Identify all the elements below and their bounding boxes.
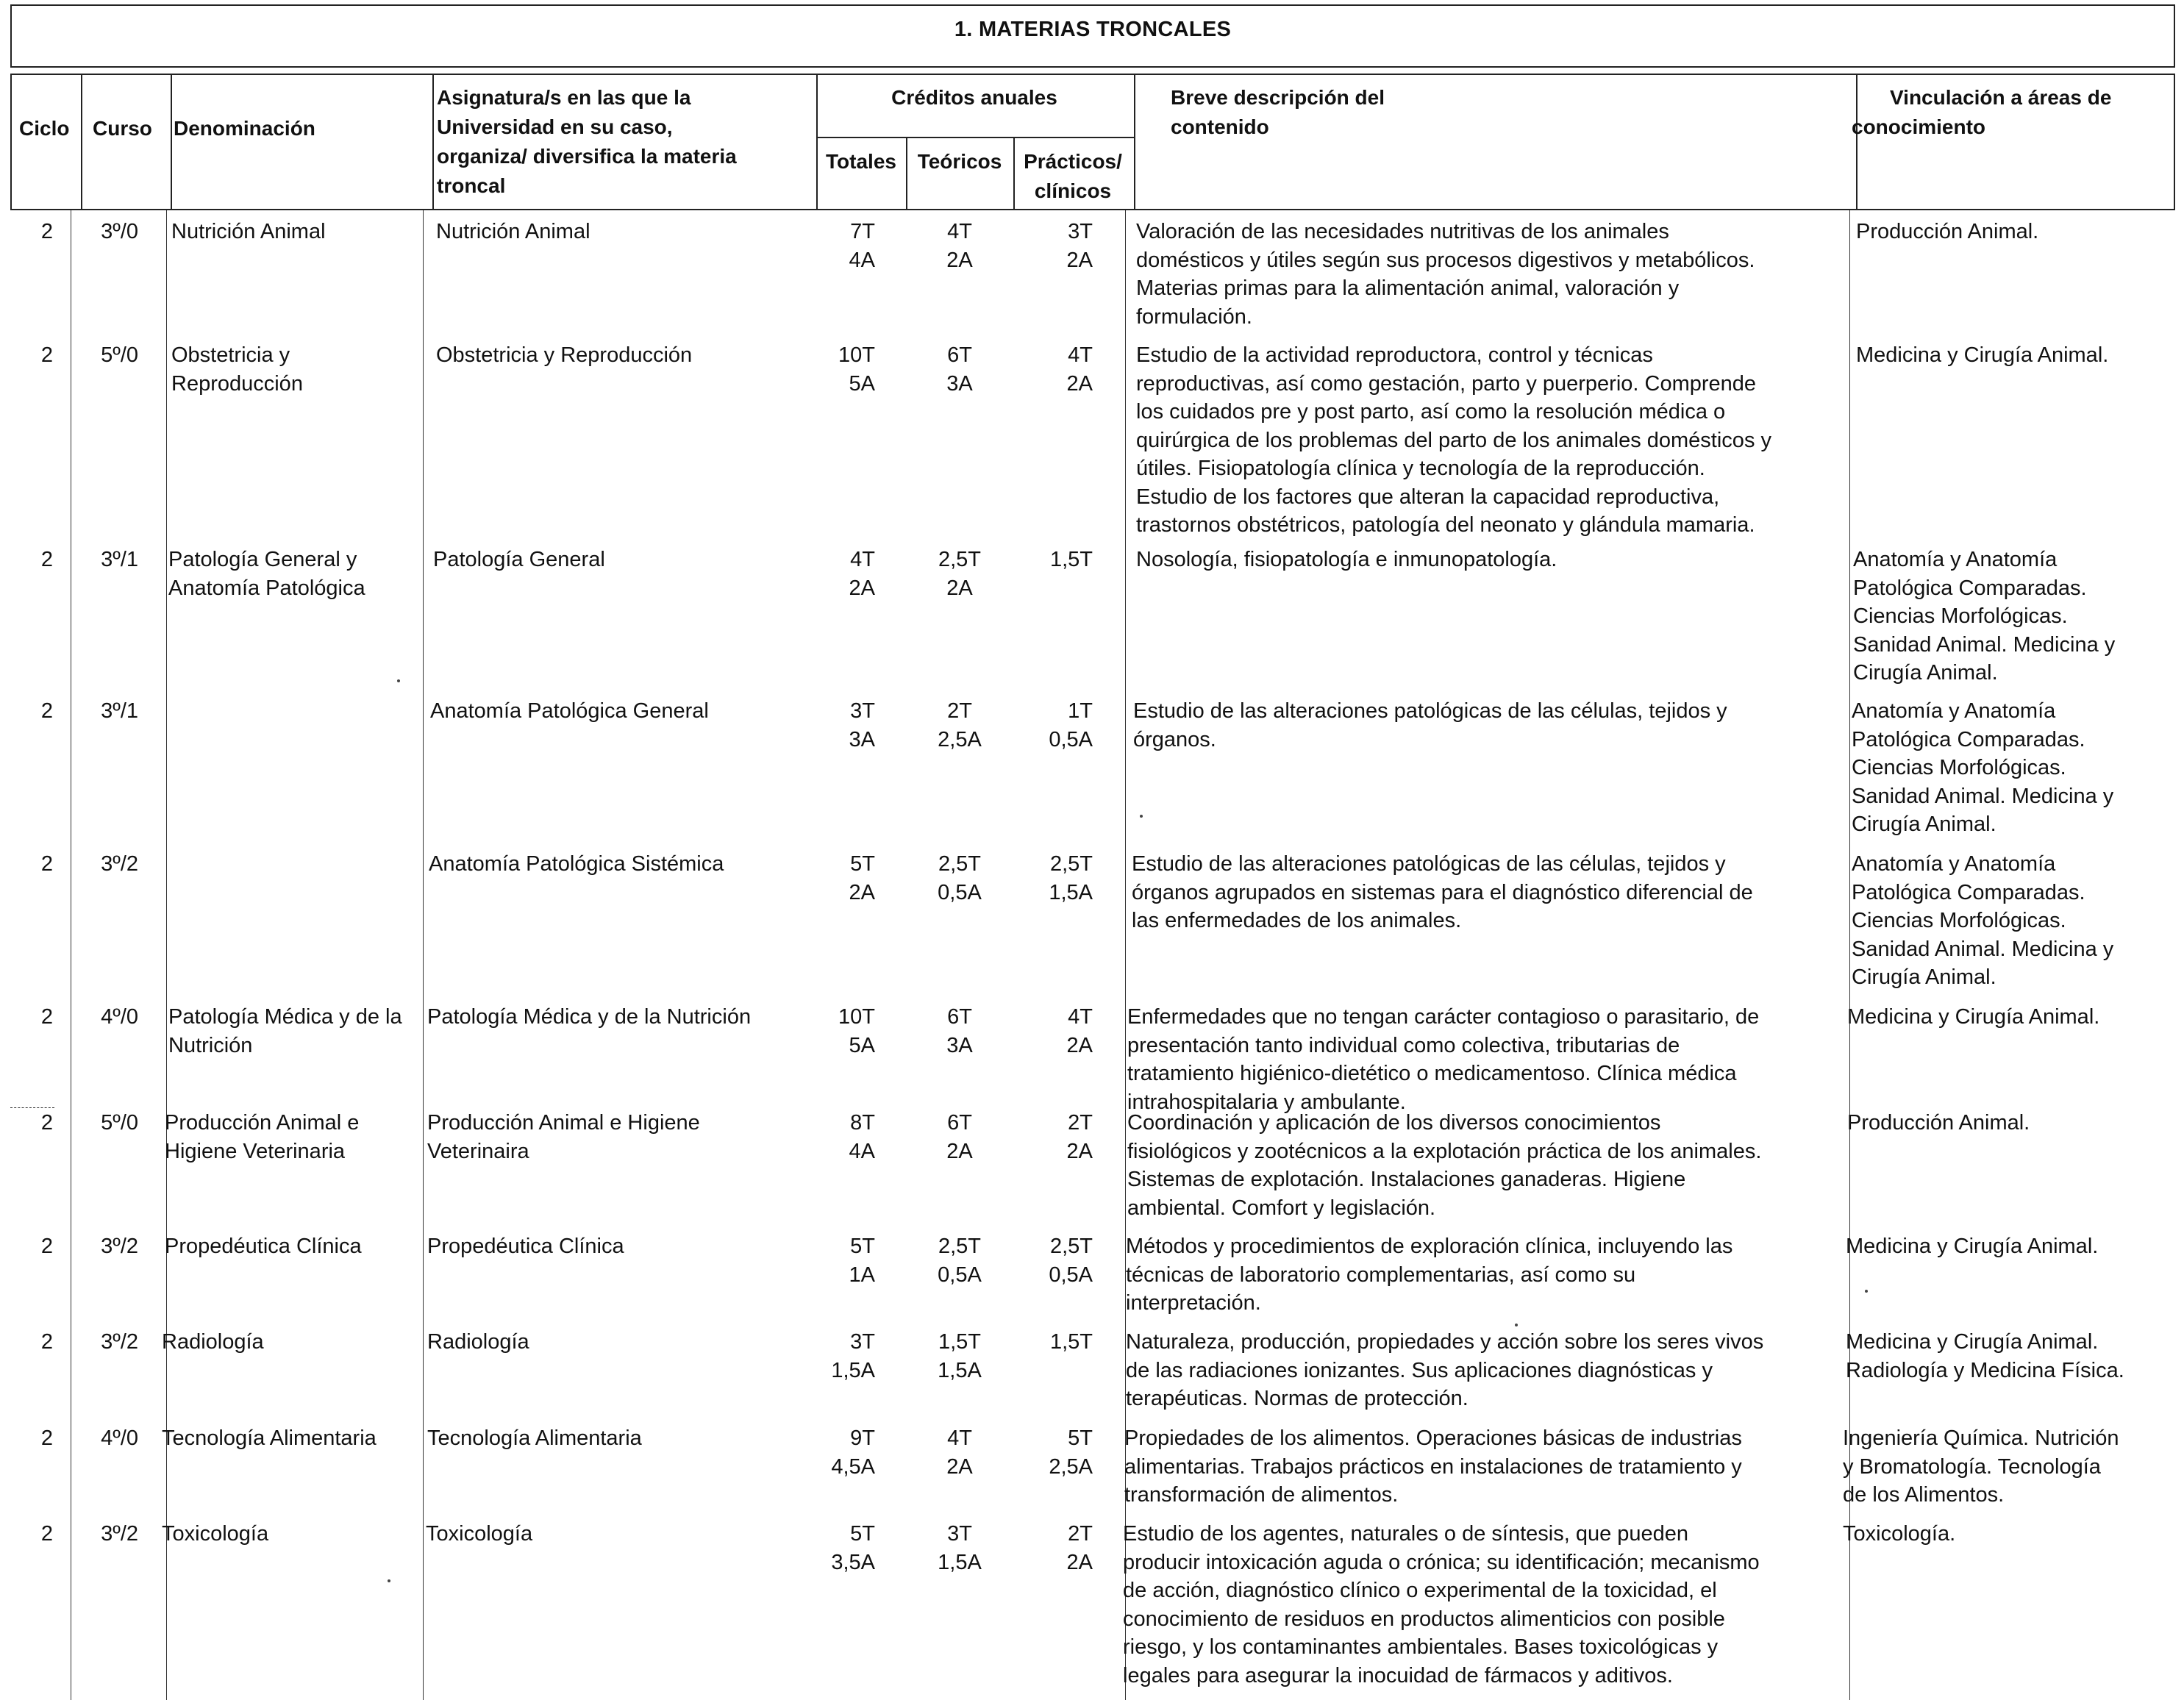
cell-asignatura: Anatomía Patológica Sistémica	[429, 852, 724, 876]
header-sep-descripcion	[1856, 74, 1858, 210]
cell-ciclo: 2	[40, 548, 54, 571]
cell-vinculacion: Anatomía y Anatomía	[1852, 699, 2056, 723]
cell-practicos: 1,5A	[1049, 880, 1093, 904]
cell-teoricos: 1,5A	[938, 1550, 982, 1574]
cell-curso: 3º/2	[101, 1522, 138, 1546]
cell-descripcion: legales para asegurar la inocuidad de fármacos y aditivos.	[1123, 1663, 1673, 1688]
cell-totales: 5A	[849, 371, 875, 396]
scan-speck	[388, 1579, 390, 1582]
cell-denominacion: Tecnología Alimentaria	[162, 1426, 377, 1450]
cell-totales: 3T	[850, 1330, 875, 1354]
section-title-box	[10, 4, 2175, 68]
cell-vinculacion: Toxicología.	[1843, 1522, 1956, 1546]
cell-descripcion: domésticos y útiles según sus procesos digestivos y metabólicos.	[1136, 248, 1755, 272]
section-title: 1. MATERIAS TRONCALES	[954, 18, 1232, 41]
header-sep-creditos	[1134, 74, 1135, 210]
cell-teoricos: 0,5A	[938, 1262, 982, 1287]
cell-vinculacion: Producción Animal.	[1847, 1111, 2030, 1135]
cell-ciclo: 2	[40, 1522, 54, 1546]
cell-descripcion: ambiental. Comfort y legislación.	[1127, 1196, 1436, 1220]
body-sep-denominacion	[423, 210, 424, 1700]
cell-descripcion: riesgo, y los contaminantes ambientales. Bases toxicológicas y	[1123, 1635, 1719, 1659]
cell-vinculacion: Ingeniería Química. Nutrición	[1843, 1426, 2119, 1450]
header-descripcion-1: Breve descripción del	[1171, 86, 1385, 109]
cell-denominacion: Anatomía Patológica	[168, 576, 365, 600]
cell-totales: 2A	[849, 880, 875, 904]
cell-teoricos: 2A	[946, 1139, 973, 1163]
header-top-rule	[10, 74, 2175, 75]
cell-denominacion: Nutrición Animal	[171, 220, 326, 243]
cell-vinculacion: Medicina y Cirugía Animal.	[1846, 1235, 2099, 1258]
cell-totales: 4,5A	[831, 1454, 875, 1479]
cell-curso: 3º/1	[101, 699, 138, 723]
cell-vinculacion: Radiología y Medicina Física.	[1846, 1358, 2124, 1382]
header-left-rule	[10, 74, 12, 210]
cell-curso: 3º/2	[101, 1235, 138, 1258]
cell-teoricos: 4T	[947, 220, 972, 243]
header-asignatura-3: organiza/ diversifica la materia	[437, 145, 737, 168]
cell-totales: 4A	[849, 248, 875, 272]
cell-descripcion: quirúrgica de los problemas del parto de los animales domésticos y	[1136, 428, 1771, 452]
cell-denominacion: Producción Animal e	[165, 1111, 360, 1135]
header-asignatura-4: troncal	[437, 174, 506, 197]
cell-vinculacion: Anatomía y Anatomía	[1853, 548, 2058, 571]
cell-descripcion: Métodos y procedimientos de exploración clínica, incluyendo las	[1126, 1235, 1733, 1258]
header-practicos-2: clínicos	[1034, 179, 1112, 202]
header-asignatura-2: Universidad en su caso,	[437, 115, 673, 138]
scan-speck	[397, 679, 400, 682]
cell-practicos: 2A	[1066, 371, 1093, 396]
cell-asignatura: Nutrición Animal	[436, 220, 590, 243]
cell-descripcion: Valoración de las necesidades nutritivas de los animales	[1136, 220, 1669, 243]
cell-teoricos: 2T	[947, 699, 972, 723]
cell-denominacion: Reproducción	[171, 371, 303, 396]
cell-teoricos: 2,5T	[938, 548, 982, 571]
cell-vinculacion: Patológica Comparadas.	[1853, 576, 2087, 600]
cell-vinculacion: Cirugía Animal.	[1853, 661, 1998, 685]
cell-descripcion: alimentarias. Trabajos prácticos en instalaciones de tratamiento y	[1124, 1454, 1742, 1479]
cell-descripcion: formulación.	[1136, 304, 1252, 329]
creditos-subheader-rule	[816, 137, 1134, 138]
cell-descripcion: de las radiaciones ionizantes. Sus aplicaciones diagnósticas y	[1126, 1358, 1713, 1382]
cell-descripcion: fisiológicos y zootécnicos a la explotación práctica de los animales.	[1127, 1139, 1762, 1163]
cell-descripcion: órganos.	[1133, 727, 1216, 751]
cell-ciclo: 2	[40, 220, 54, 243]
cell-teoricos: 2A	[946, 248, 973, 272]
cell-denominacion: Toxicología	[162, 1522, 269, 1546]
cell-teoricos: 6T	[947, 343, 972, 367]
cell-totales: 4A	[849, 1139, 875, 1163]
cell-vinculacion: Medicina y Cirugía Animal.	[1846, 1330, 2099, 1354]
header-curso: Curso	[93, 117, 152, 140]
cell-descripcion: trastornos obstétricos, patología del neonato y glándula mamaria.	[1136, 513, 1755, 537]
cell-totales: 3,5A	[831, 1550, 875, 1574]
cell-descripcion: reproductivas, así como gestación, parto y puerperio. Comprende	[1136, 371, 1757, 396]
cell-practicos: 2A	[1066, 1550, 1093, 1574]
cell-vinculacion: Ciencias Morfológicas.	[1852, 756, 2066, 779]
cell-descripcion: producir intoxicación aguda o crónica; su identificación; mecanismo	[1123, 1550, 1760, 1574]
cell-teoricos: 2,5T	[938, 852, 982, 876]
cell-ciclo: 2	[40, 852, 54, 876]
cell-vinculacion: y Bromatología. Tecnología	[1843, 1454, 2101, 1479]
cell-vinculacion: Medicina y Cirugía Animal.	[1847, 1005, 2100, 1029]
cell-descripcion: Naturaleza, producción, propiedades y acción sobre los seres vivos	[1126, 1330, 1764, 1354]
cell-practicos: 2T	[1068, 1522, 1093, 1546]
cell-totales: 8T	[850, 1111, 875, 1135]
cell-descripcion: Estudio de los agentes, naturales o de síntesis, que pueden	[1123, 1522, 1689, 1546]
cell-practicos: 1,5T	[1049, 1330, 1093, 1354]
header-vinculacion-1: Vinculación a áreas de	[1890, 86, 2112, 109]
scan-speck	[1140, 815, 1143, 818]
cell-teoricos: 3T	[947, 1522, 972, 1546]
cell-curso: 4º/0	[101, 1005, 138, 1029]
cell-curso: 5º/0	[101, 343, 138, 367]
cell-vinculacion: Producción Animal.	[1856, 220, 2039, 243]
cell-vinculacion: Ciencias Morfológicas.	[1853, 604, 2068, 628]
cell-practicos: 2,5T	[1049, 852, 1093, 876]
cell-practicos: 2A	[1066, 1139, 1093, 1163]
cell-descripcion: tratamiento higiénico-dietético o medicamentoso. Clínica médica	[1127, 1062, 1737, 1085]
cell-teoricos: 1,5T	[938, 1330, 982, 1354]
cell-descripcion: interpretación.	[1126, 1291, 1261, 1315]
cell-totales: 10T	[838, 343, 875, 367]
cell-teoricos: 3A	[946, 371, 973, 396]
cell-vinculacion: Ciencias Morfológicas.	[1852, 909, 2066, 932]
cell-asignatura: Patología Médica y de la Nutrición	[427, 1005, 752, 1029]
header-teoricos: Teóricos	[917, 150, 1002, 173]
header-creditos: Créditos anuales	[891, 86, 1057, 109]
header-sep-ciclo	[81, 74, 82, 210]
cell-practicos: 1T	[1068, 699, 1093, 723]
cell-descripcion: Coordinación y aplicación de los diversos conocimientos	[1127, 1111, 1661, 1135]
header-sep-denominacion	[432, 74, 434, 210]
cell-totales: 5T	[850, 1235, 875, 1258]
cell-descripcion: Estudio de la actividad reproductora, control y técnicas	[1136, 343, 1653, 367]
cell-asignatura: Anatomía Patológica General	[430, 699, 709, 723]
cell-totales: 2A	[849, 576, 875, 600]
cell-descripcion: Nosología, fisiopatología e inmunopatología.	[1136, 548, 1557, 571]
cell-vinculacion: Cirugía Animal.	[1852, 813, 1996, 836]
cell-teoricos: 2A	[946, 576, 973, 600]
cell-practicos: 2,5T	[1049, 1235, 1093, 1258]
cell-asignatura: Propedéutica Clínica	[427, 1235, 624, 1258]
cell-teoricos: 6T	[947, 1005, 972, 1029]
cell-descripcion: los cuidados pre y post parto, así como la resolución médica o	[1136, 400, 1726, 424]
cell-denominacion: Higiene Veterinaria	[165, 1139, 346, 1163]
cell-descripcion: intrahospitalaria y ambulante.	[1127, 1090, 1406, 1114]
cell-practicos: 2A	[1066, 1033, 1093, 1057]
cell-descripcion: Estudio de los factores que alteran la capacidad reproductiva,	[1136, 485, 1720, 509]
cell-teoricos: 4T	[947, 1426, 972, 1450]
cell-descripcion: útiles. Fisiopatología clínica y tecnología de la reproducción.	[1136, 457, 1705, 480]
cell-vinculacion: Patológica Comparadas.	[1852, 880, 2085, 904]
scan-speck	[1865, 1290, 1868, 1293]
cell-ciclo: 2	[40, 1235, 54, 1258]
cell-practicos: 0,5A	[1049, 727, 1093, 751]
cell-asignatura: Obstetricia y Reproducción	[436, 343, 693, 367]
cell-descripcion: Propiedades de los alimentos. Operaciones básicas de industrias	[1124, 1426, 1742, 1450]
cell-asignatura: Toxicología	[426, 1522, 533, 1546]
cell-vinculacion: Anatomía y Anatomía	[1852, 852, 2056, 876]
cell-totales: 7T	[850, 220, 875, 243]
cell-asignatura: Patología General	[433, 548, 605, 571]
cell-curso: 5º/0	[101, 1111, 138, 1135]
cell-vinculacion: Cirugía Animal.	[1852, 965, 1996, 989]
cell-totales: 5T	[850, 852, 875, 876]
cell-descripcion: Estudio de las alteraciones patológicas de las células, tejidos y	[1133, 699, 1727, 723]
cell-practicos: 0,5A	[1049, 1262, 1093, 1287]
cell-descripcion: conocimiento de residuos en productos alimenticios con posible	[1123, 1607, 1725, 1631]
cell-totales: 4T	[850, 548, 875, 571]
header-vinculacion-2: conocimiento	[1852, 115, 1986, 138]
cell-descripcion: Materias primas para la alimentación animal, valoración y	[1136, 276, 1680, 300]
cell-teoricos: 0,5A	[938, 880, 982, 904]
cell-practicos: 5T	[1068, 1426, 1093, 1450]
cell-denominacion: Patología Médica y de la	[168, 1005, 402, 1029]
cell-ciclo: 2	[40, 1111, 54, 1135]
cell-descripcion: órganos agrupados en sistemas para el diagnóstico diferencial de	[1132, 880, 1753, 904]
header-right-rule	[2174, 74, 2175, 210]
header-ciclo: Ciclo	[19, 117, 70, 140]
cell-descripcion: presentación tanto individual como colectiva, tributarias de	[1127, 1033, 1680, 1057]
header-asignatura-1: Asignatura/s en las que la	[437, 86, 691, 109]
cell-teoricos: 2A	[946, 1454, 973, 1479]
cell-descripcion: de acción, diagnóstico clínico o experimental de la toxicidad, el	[1123, 1579, 1717, 1602]
cell-vinculacion: Sanidad Animal. Medicina y	[1853, 632, 2116, 657]
cell-practicos: 4T	[1068, 343, 1093, 367]
cell-practicos: 1,5T	[1049, 548, 1093, 571]
cell-descripcion: técnicas de laboratorio complementarias, así como su	[1126, 1262, 1636, 1287]
cell-vinculacion: Sanidad Animal. Medicina y	[1852, 937, 2114, 961]
scan-speck	[1515, 1324, 1518, 1326]
cell-asignatura: Veterinaira	[427, 1139, 529, 1163]
header-totales: Totales	[826, 150, 896, 173]
cell-totales: 3T	[850, 699, 875, 723]
cell-curso: 3º/2	[101, 852, 138, 876]
cell-teoricos: 2,5T	[938, 1235, 982, 1258]
header-bottom-rule	[10, 209, 2175, 210]
cell-ciclo: 2	[40, 1005, 54, 1029]
header-sep-curso	[171, 74, 172, 210]
cell-totales: 1A	[849, 1262, 875, 1287]
cell-vinculacion: Sanidad Animal. Medicina y	[1852, 784, 2114, 808]
cell-totales: 5A	[849, 1033, 875, 1057]
cell-curso: 4º/0	[101, 1426, 138, 1450]
cell-asignatura: Tecnología Alimentaria	[427, 1426, 642, 1450]
cell-denominacion: Radiología	[162, 1330, 264, 1354]
cell-denominacion: Propedéutica Clínica	[165, 1235, 362, 1258]
cell-totales: 10T	[838, 1005, 875, 1029]
cell-descripcion: Enfermedades que no tengan carácter contagioso o parasitario, de	[1127, 1005, 1760, 1029]
cell-curso: 3º/0	[101, 220, 138, 243]
cell-asignatura: Radiología	[427, 1330, 529, 1354]
cell-vinculacion: Medicina y Cirugía Animal.	[1856, 343, 2109, 367]
cell-totales: 9T	[850, 1426, 875, 1450]
cell-descripcion: terapéuticas. Normas de protección.	[1126, 1387, 1469, 1410]
cell-descripcion: las enfermedades de los animales.	[1132, 909, 1462, 932]
body-sep-curso	[166, 210, 167, 1700]
cell-totales: 5T	[850, 1522, 875, 1546]
cell-descripcion: Estudio de las alteraciones patológicas de las células, tejidos y	[1132, 852, 1726, 876]
cell-teoricos: 3A	[946, 1033, 973, 1057]
cell-descripcion: Sistemas de explotación. Instalaciones ganaderas. Higiene	[1127, 1168, 1686, 1191]
cell-ciclo: 2	[40, 699, 54, 723]
scan-fold-mark	[10, 1107, 54, 1108]
cell-teoricos: 1,5A	[938, 1358, 982, 1382]
cell-teoricos: 2,5A	[938, 727, 982, 751]
cell-ciclo: 2	[40, 343, 54, 367]
cell-vinculacion: de los Alimentos.	[1843, 1483, 2005, 1507]
cell-vinculacion: Patológica Comparadas.	[1852, 727, 2085, 751]
cell-practicos: 2T	[1068, 1111, 1093, 1135]
cell-descripcion: transformación de alimentos.	[1124, 1483, 1399, 1507]
cell-denominacion: Obstetricia y	[171, 343, 290, 367]
header-practicos-1: Prácticos/	[1024, 150, 1122, 173]
cell-curso: 3º/1	[101, 548, 138, 571]
cell-practicos: 3T	[1068, 220, 1093, 243]
header-descripcion-2: contenido	[1171, 115, 1269, 138]
cell-practicos: 4T	[1068, 1005, 1093, 1029]
cell-denominacion: Nutrición	[168, 1033, 253, 1057]
cell-practicos: 2,5A	[1049, 1454, 1093, 1479]
cell-curso: 3º/2	[101, 1330, 138, 1354]
cell-totales: 3A	[849, 727, 875, 751]
header-denominacion: Denominación	[174, 117, 315, 140]
cell-practicos: 2A	[1066, 248, 1093, 272]
cell-denominacion: Patología General y	[168, 548, 357, 571]
cell-asignatura: Producción Animal e Higiene	[427, 1111, 700, 1135]
cell-ciclo: 2	[40, 1330, 54, 1354]
cell-totales: 1,5A	[831, 1358, 875, 1382]
cell-ciclo: 2	[40, 1426, 54, 1450]
cell-teoricos: 6T	[947, 1111, 972, 1135]
